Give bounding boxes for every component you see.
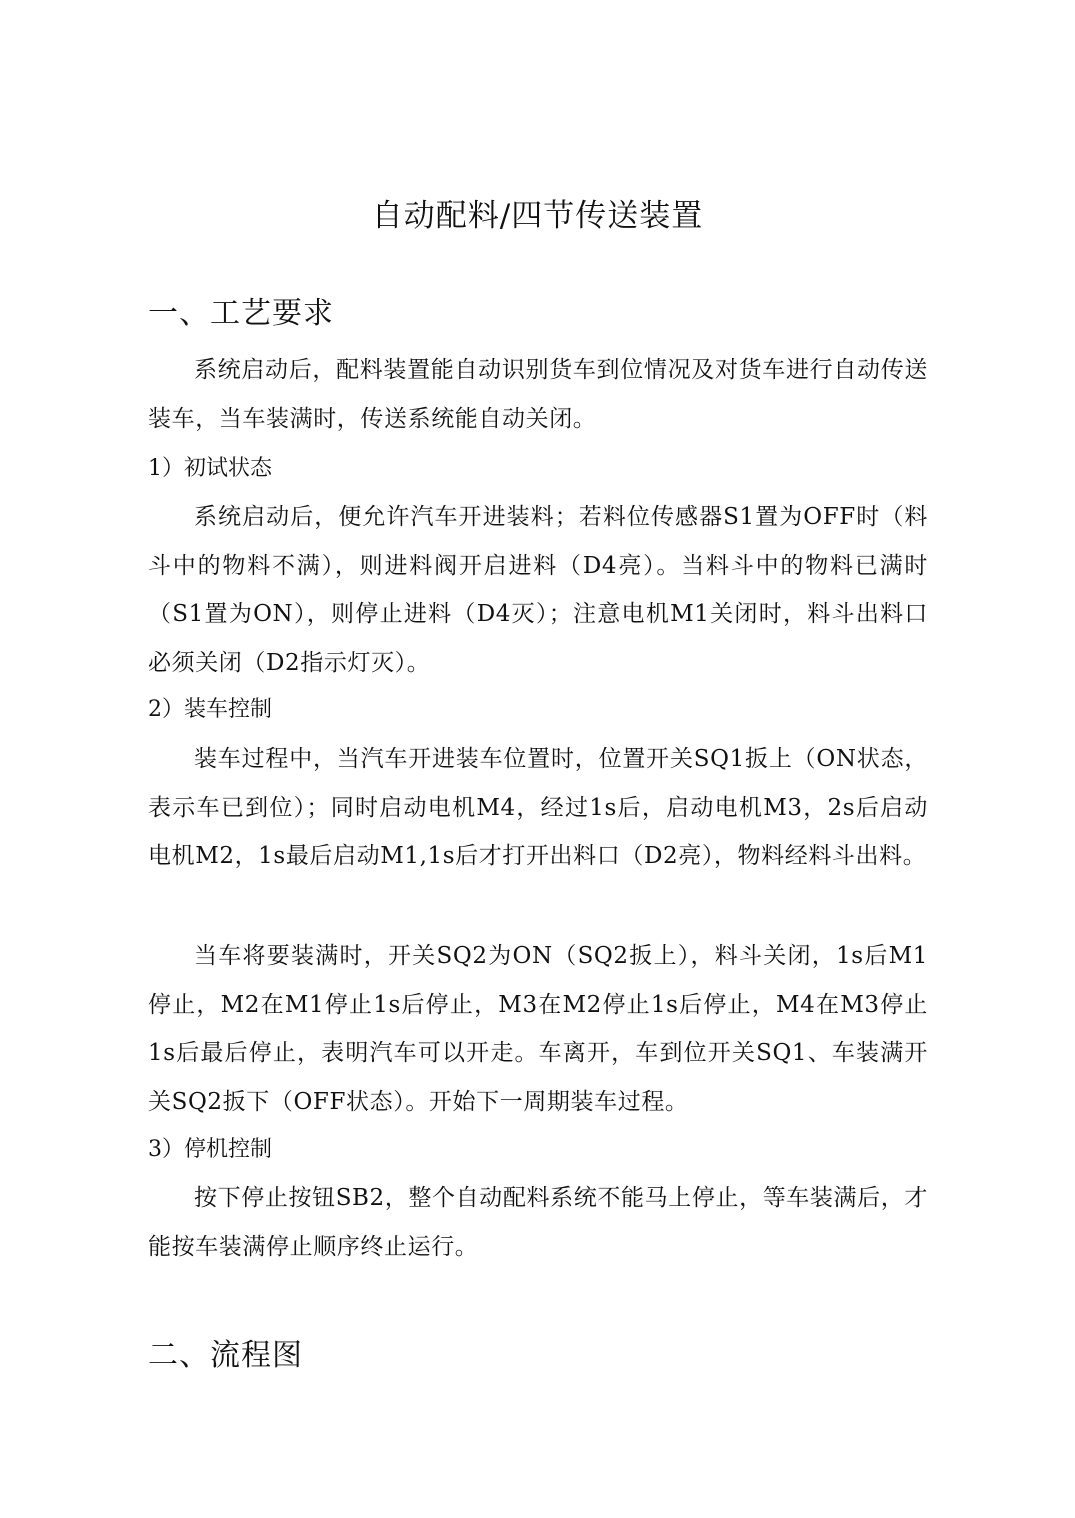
document-title: 自动配料/四节传送装置 xyxy=(371,198,704,234)
subheading-loading-control: 2）装车控制 xyxy=(148,697,272,722)
subheading-initial-state: 1）初试状态 xyxy=(148,456,272,481)
initial-state-paragraph: 系统启动后，便允许汽车开进装料；若料位传感器S1置为OFF时（料斗中的物料不满），则进料阀开启进料（D4亮）。当料斗中的物料已满时（S1置为ON），则停止进料（D4灭）；注意电机M1关闭时，料斗出料口必须关闭（D2指示灯灭）。 xyxy=(148,504,928,676)
intro-paragraph: 系统启动后，配料装置能自动识别货车到位情况及对货车进行自动传送装车，当车装满时，传送系统能自动关闭。 xyxy=(148,357,928,432)
loading-control-paragraph-1: 装车过程中，当汽车开进装车位置时，位置开关SQ1扳上（ON状态，表示车已到位）；同时启动电机M4，经过1s后，启动电机M3，2s后启动电机M2，1s最后启动M1,1s后才打开出料口（D2亮），物料经料斗出料。 xyxy=(148,746,928,869)
section-heading-flowchart: 二、流程图 xyxy=(148,1338,303,1373)
loading-control-paragraph-2: 当车将要装满时，开关SQ2为ON（SQ2扳上），料斗关闭，1s后M1停止，M2在M1停止1s后停止，M3在M2停止1s后停止，M4在M3停止1s后最后停止，表明汽车可以开走。车离开，车到位开关SQ1、车装满开关SQ2扳下（OFF状态）。开始下一周期装车过程。 xyxy=(148,943,928,1115)
subheading-stop-control: 3）停机控制 xyxy=(148,1137,272,1162)
stop-control-paragraph: 按下停止按钮SB2，整个自动配料系统不能马上停止，等车装满后，才能按车装满停止顺序终止运行。 xyxy=(148,1185,928,1260)
section-heading-process-requirements: 一、工艺要求 xyxy=(148,296,334,331)
